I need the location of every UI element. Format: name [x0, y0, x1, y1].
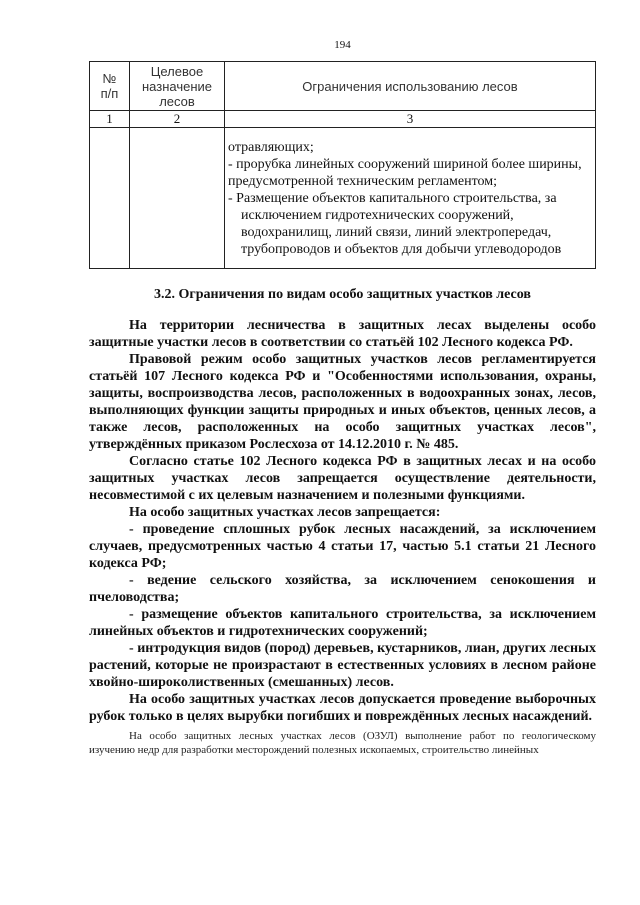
- list-item: - проведение сплошных рубок лесных насаждений, за исключением случаев, предусмотренных частью 4 статьи 17, частью 5.1 статьи 21 Лесного кодекса РФ;: [89, 522, 596, 571]
- header-purpose: Целевое назначение лесов: [130, 62, 225, 111]
- restriction-line: - прорубка линейных сооружений шириной более ширины, предусмотренной техническим регламентом;: [228, 156, 582, 189]
- header-number: № п/п: [90, 62, 130, 111]
- list-item: - ведение сельского хозяйства, за исключением сенокошения и пчеловодства;: [89, 573, 596, 605]
- col-number-2: 2: [130, 111, 225, 128]
- table-column-numbers-row: [90, 111, 596, 128]
- restriction-line: - Размещение объектов капитального строительства, за исключением гидротехнических сооружений, водохранилищ, линий связи, линий электропередач, трубопроводов и объектов для добычи углеводородов: [228, 190, 562, 257]
- header-restrictions: Ограничения использованию лесов: [225, 62, 596, 111]
- paragraph: Согласно статье 102 Лесного кодекса РФ в защитных лесах и на особо защитных участках лесов запрещается осуществление деятельности, несовместимой с их целевым назначением и полезными функциями.: [89, 454, 596, 503]
- table-row: [90, 128, 596, 269]
- restrictions-table: [89, 61, 596, 269]
- paragraph: Правовой режим особо защитных участков лесов регламентируется статьёй 107 Лесного кодекса РФ и "Особенностями использования, охраны, защиты, воспроизводства лесов, расположенных в водоохранных зонах, лесов, выполняющих функции защиты природных и иных объектов, ценных лесов, а также лесов, расположенных на особо защитных участках лесов", утверждённых приказом Рослесхоза от 14.12.2010 г. № 485.: [89, 352, 596, 452]
- col-number-1: 1: [90, 111, 130, 128]
- footnote-text: На особо защитных лесных участках лесов (ОЗУЛ) выполнение работ по геологическому изучению недр для разработки месторождений полезных ископаемых, строительство линейных: [89, 730, 596, 756]
- cell-empty-2: [130, 128, 225, 269]
- paragraph: На особо защитных участках лесов допускается проведение выборочных рубок только в целях вырубки погибших и повреждённых лесных насаждений.: [89, 692, 596, 724]
- table-header-row: [90, 62, 596, 111]
- restriction-line: отравляющих;: [228, 139, 314, 155]
- body-text: [89, 317, 596, 725]
- page-number: 194: [334, 39, 351, 51]
- paragraph: На территории лесничества в защитных лесах выделены особо защитные участки лесов в соответствии со статьёй 102 Лесного кодекса РФ.: [89, 318, 596, 350]
- paragraph: На особо защитных участках лесов запрещается:: [129, 505, 441, 520]
- cell-restrictions: [225, 128, 596, 269]
- section-title: 3.2. Ограничения по видам особо защитных участков лесов: [154, 287, 531, 302]
- list-item: - размещение объектов капитального строительства, за исключением линейных объектов и гидротехнических сооружений;: [89, 607, 596, 639]
- cell-empty-1: [90, 128, 130, 269]
- col-number-3: 3: [225, 111, 596, 128]
- list-item: - интродукция видов (пород) деревьев, кустарников, лиан, других лесных растений, которые не произрастают в естественных условиях в лесном районе хвойно-широколиственных (смешанных) лесов.: [89, 641, 596, 690]
